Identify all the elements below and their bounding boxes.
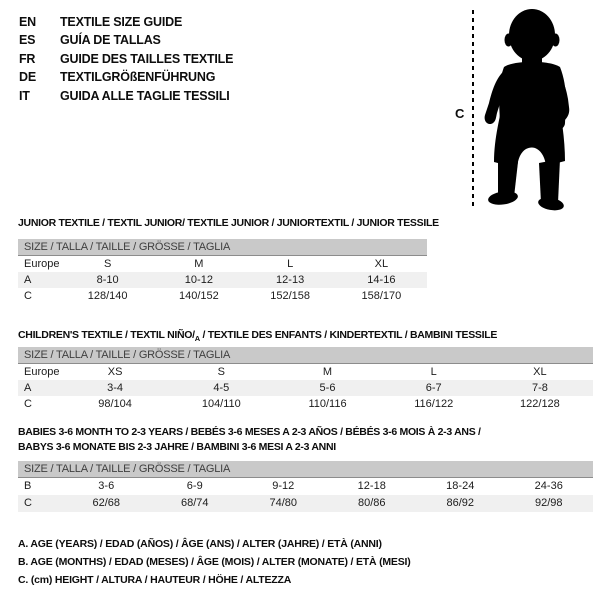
children-row-europe <box>18 364 593 380</box>
cell: M <box>322 366 333 378</box>
children-row-c <box>18 396 593 412</box>
row-label: C <box>24 290 32 302</box>
cell: 10-12 <box>184 274 213 286</box>
cell: 9-12 <box>272 480 295 492</box>
lang-title: GUIDA ALLE TAGLIE TESSILI <box>60 88 230 103</box>
lang-row-de <box>19 68 233 86</box>
cell: 62/68 <box>92 497 121 509</box>
junior-table-title: JUNIOR TEXTILE / TEXTIL JUNIOR/ TEXTILE JUNIOR / JUNIORTEXTIL / JUNIOR TESSILE <box>18 217 439 229</box>
footnote-c: C. (cm) HEIGHT / ALTURA / HAUTEUR / HÖHE / ALTEZZA <box>18 574 292 586</box>
height-measure-label: C <box>455 106 465 121</box>
lang-code: FR <box>19 51 36 66</box>
row-label: Europe <box>24 258 60 270</box>
junior-table <box>18 239 427 304</box>
height-measure-dashed-line <box>472 10 474 207</box>
cell: 6-7 <box>425 382 442 394</box>
cell: 140/152 <box>178 290 219 302</box>
children-table <box>18 347 593 412</box>
cell: 86/92 <box>446 497 475 509</box>
lang-code: ES <box>19 33 36 48</box>
lang-row-en <box>19 13 233 31</box>
cell: 68/74 <box>180 497 209 509</box>
lang-title: TEXTILGRÖßENFÜHRUNG <box>60 70 216 85</box>
cell: 110/116 <box>308 398 347 410</box>
cell: 74/80 <box>269 497 298 509</box>
lang-title: TEXTILE SIZE GUIDE <box>60 15 183 29</box>
babies-table-title-line2: BABYS 3-6 MONATE BIS 2-3 JAHRE / BAMBINI 3-6 MESI A 2-3 ANNI <box>18 441 336 453</box>
row-label: C <box>24 398 32 410</box>
cell: 14-16 <box>367 274 396 286</box>
junior-size-header: SIZE / TALLA / TAILLE / GRÖSSE / TAGLIA <box>18 239 427 256</box>
lang-code: IT <box>19 88 30 103</box>
cell: 18-24 <box>446 480 475 492</box>
cell: 128/140 <box>87 290 128 302</box>
row-label: A <box>24 274 32 286</box>
babies-table-title-line1: BABIES 3-6 MONTH TO 2-3 YEARS / BEBÉS 3-6 MESES A 2-3 AÑOS / BÉBÉS 3-6 MOIS À 2-3 ANS / <box>18 426 481 438</box>
lang-code: DE <box>19 70 36 85</box>
cell: 12-18 <box>357 480 386 492</box>
cell: M <box>194 258 204 270</box>
row-label: A <box>24 382 32 394</box>
cell: 92/98 <box>534 497 563 509</box>
footnotes <box>18 535 411 589</box>
cell: 12-13 <box>276 274 305 286</box>
children-size-header: SIZE / TALLA / TAILLE / GRÖSSE / TAGLIA <box>18 347 593 364</box>
cell: 104/110 <box>201 398 241 410</box>
cell: XL <box>533 366 547 378</box>
cell: 80/86 <box>357 497 386 509</box>
children-title-sub: A <box>194 334 200 344</box>
cell: 8-10 <box>96 274 119 286</box>
row-label: C <box>24 497 32 509</box>
cell: 24-36 <box>534 480 563 492</box>
lang-row-it <box>19 87 233 105</box>
cell: L <box>287 258 294 270</box>
cell: S <box>217 366 225 378</box>
cell: 7-8 <box>531 382 548 394</box>
babies-table <box>18 461 593 512</box>
lang-row-fr <box>19 50 233 68</box>
row-label: B <box>24 480 32 492</box>
cell: XS <box>107 366 123 378</box>
footnote-a: A. AGE (YEARS) / EDAD (AÑOS) / ÂGE (ANS) / ALTER (JAHRE) / ETÀ (ANNI) <box>18 538 382 550</box>
cell: 116/122 <box>414 398 454 410</box>
children-table-title <box>18 329 497 343</box>
cell: 4-5 <box>213 382 230 394</box>
junior-row-a <box>18 272 427 288</box>
children-title-post: / TEXTILE DES ENFANTS / KINDERTEXTIL / BAMBINI TESSILE <box>199 329 498 341</box>
junior-row-europe <box>18 256 427 272</box>
lang-row-es <box>19 31 233 49</box>
cell: 152/158 <box>270 290 310 302</box>
lang-title: GUIDE DES TAILLES TEXTILE <box>60 51 234 66</box>
footnote-b: B. AGE (MONTHS) / EDAD (MESES) / ÂGE (MOIS) / ALTER (MONATE) / ETÀ (MESI) <box>18 556 411 568</box>
lang-code: EN <box>19 15 36 29</box>
junior-row-c <box>18 288 427 304</box>
cell: 158/170 <box>361 290 402 302</box>
babies-row-c <box>18 495 593 512</box>
cell: 5-6 <box>319 382 336 394</box>
cell: 98/104 <box>98 398 132 410</box>
babies-size-header: SIZE / TALLA / TAILLE / GRÖSSE / TAGLIA <box>18 461 593 478</box>
babies-row-b <box>18 478 593 495</box>
cell: 3-4 <box>107 382 124 394</box>
language-title-list <box>19 13 233 105</box>
row-label: Europe <box>24 366 60 378</box>
children-title-pre: CHILDREN'S TEXTILE / TEXTIL NIÑO/ <box>18 329 195 341</box>
cell: XL <box>374 258 389 270</box>
cell: S <box>103 258 112 270</box>
cell: L <box>430 366 437 378</box>
toddler-silhouette-icon <box>480 5 580 215</box>
cell: 3-6 <box>98 480 115 492</box>
cell: 6-9 <box>186 480 203 492</box>
lang-title: GUÍA DE TALLAS <box>60 33 161 48</box>
cell: 122/128 <box>520 398 560 410</box>
children-row-a <box>18 380 593 396</box>
